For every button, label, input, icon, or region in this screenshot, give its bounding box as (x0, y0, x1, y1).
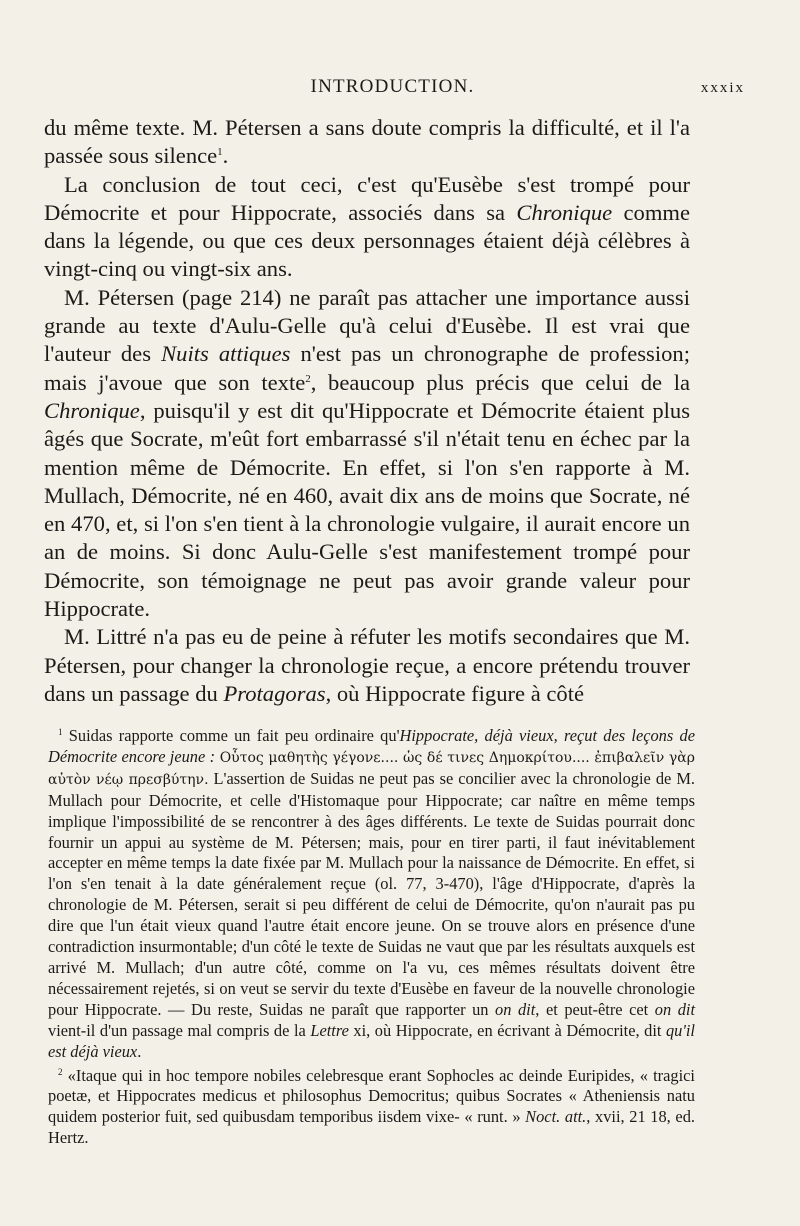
greek-quote: Οὗτος μαθητὴς γέγονε.... ὡς δέ τινες Δημοκρίτου.... ἐπιβαλεῖν γὰρ αὐτὸν νέῳ πρεσβύτην. (48, 749, 695, 788)
footnote-text: Suidas rapporte comme un fait peu ordinaire qu' (62, 726, 400, 745)
footnote-ref-2[interactable]: 2 (305, 372, 311, 385)
paragraph-text: comme dans la légende, ou que ces deux personnages étaient déjà célèbres à vingt-cinq ou vingt-six ans. (44, 199, 690, 282)
footnote-text: , et peut-être cet (535, 999, 655, 1019)
footnote-text: «Itaque qui in hoc tempore nobiles celebresque erant Sophocles ac deinde Euripides, « tragici poetæ, et Hippocrates medicus et philosophus Democritus; quibus Socrates « Atheniensis natu quidem posterior fuit, sed quibusdam temporibus iisdem vixe- « runt. » (48, 1065, 695, 1127)
italic-quote: Hippocrate, déjà vieux, reçut des leçons de Démocrite encore jeune : (48, 726, 695, 766)
paragraph-text: La conclusion de tout ceci, c'est qu'Eusèbe s'est trompé pour Démocrite et pour Hippocrate, associés dans sa (44, 171, 690, 225)
paragraph-text: du même texte. M. Pétersen a sans doute compris la difficulté, et il l'a passée sous silence (44, 115, 690, 169)
italic-title: Noct. att. (525, 1107, 587, 1127)
italic-title: Protagoras (223, 680, 326, 706)
italic-title: Nuits attiques (161, 341, 291, 367)
footnote-text: vient-il d'un passage mal compris de la (48, 1020, 311, 1040)
footnote-text: xi, où Hippocrate, en écrivant à Démocrite, dit (348, 1020, 666, 1040)
paragraph-1 (44, 114, 690, 171)
running-head (40, 76, 745, 102)
main-text (44, 114, 690, 708)
footnote-text: , xvii, 21 18, ed. Hertz. (48, 1107, 695, 1148)
footnote-mark: 1 (58, 727, 63, 737)
running-title: INTRODUCTION. (310, 76, 475, 97)
paragraph-text: , puisqu'il y est dit qu'Hippocrate et Démocrite étaient plus âgés que Socrate, m'eût fort embarrassé s'il n'était tenu en échec par la mention même de Démocrite. En effet, si l'on s'en rapporte à M. Mullach, Démocrite, né en 460, avait dix ans de moins que Socrate, né en 470, et, si l'on s'en tient à la chronologie vulgaire, il aurait encore un an de moins. Si donc Aulu-Gelle s'est manifestement trompé pour Démocrite, son témoignage ne peut pas avoir grande valeur pour Hippocrate. (44, 397, 690, 622)
italic-title: Chronique (516, 199, 613, 225)
footnote-1 (48, 726, 695, 1063)
paragraph-3 (44, 284, 690, 624)
italic-phrase: qu'il est déjà vieux (48, 1020, 695, 1061)
paragraph-2 (44, 171, 690, 284)
footnote-ref-1[interactable]: 1 (217, 146, 223, 159)
footnote-2 (48, 1066, 695, 1150)
paragraph-4 (44, 623, 690, 708)
paragraph-text: M. Littré n'a pas eu de peine à réfuter les motifs secondaires que M. Pétersen, pour changer la chronologie reçue, a encore prétendu trouver dans un passage du (44, 624, 690, 706)
italic-title: Lettre (310, 1020, 349, 1040)
italic-title: Chronique (44, 397, 140, 423)
italic-phrase: on dit (654, 999, 696, 1019)
footnote-text: L'assertion de Suidas ne peut pas se concilier avec la chronologie de M. Mullach pour Démocrite, et celle d'Histomaque pour Hippocrate; car naître en même temps implique l'impossibilité de se rencontrer à des âges différents. Le texte de Suidas pourrait donc fournir un appui au système de M. Pétersen; mais, pour en tirer parti, il faut inévitablement accepter en même temps la date fixée par M. Mullach pour la naissance de Démocrite. En effet, si l'on s'en tenait à la date généralement reçue (ol. 77, 3-470), l'âge d'Hippocrate, d'après la chronologie de M. Pétersen, serait si peu différent de celui de Démocrite, qu'on n'aurait pas pu dire que l'un était vieux quand l'autre était encore jeune. On se trouve alors en présence d'une contradiction insurmontable; d'un côté le texte de Suidas ne vaut que par les résultats auxquels est arrivé M. Mullach; d'un autre côté, comme on l'a vu, ces mêmes résultats doivent être nécessairement rejetés, si on veut se servir du texte d'Eusèbe en faveur de la nouvelle chronologie pour Hippocrate. — Du reste, Suidas ne paraît que rapporter un (48, 768, 695, 1019)
footnotes (48, 726, 695, 1149)
footnote-mark: 2 (58, 1066, 63, 1077)
page-number: xxxix (700, 80, 745, 96)
paragraph-text: , beaucoup plus précis que celui de la (310, 369, 690, 395)
paragraph-text: . (222, 143, 229, 169)
paragraph-text: , où Hippocrate figure à côté (325, 680, 585, 706)
footnote-text: . (137, 1041, 142, 1061)
italic-phrase: on dit (495, 999, 536, 1019)
paragraph-text: n'est pas un chronographe de profession; mais j'avoue que son texte (44, 341, 691, 395)
paragraph-text: M. Pétersen (page 214) ne paraît pas attacher une importance aussi grande au texte d'Aulu-Gelle qu'à celui d'Eusèbe. Il est vrai que l'auteur des (44, 284, 690, 367)
